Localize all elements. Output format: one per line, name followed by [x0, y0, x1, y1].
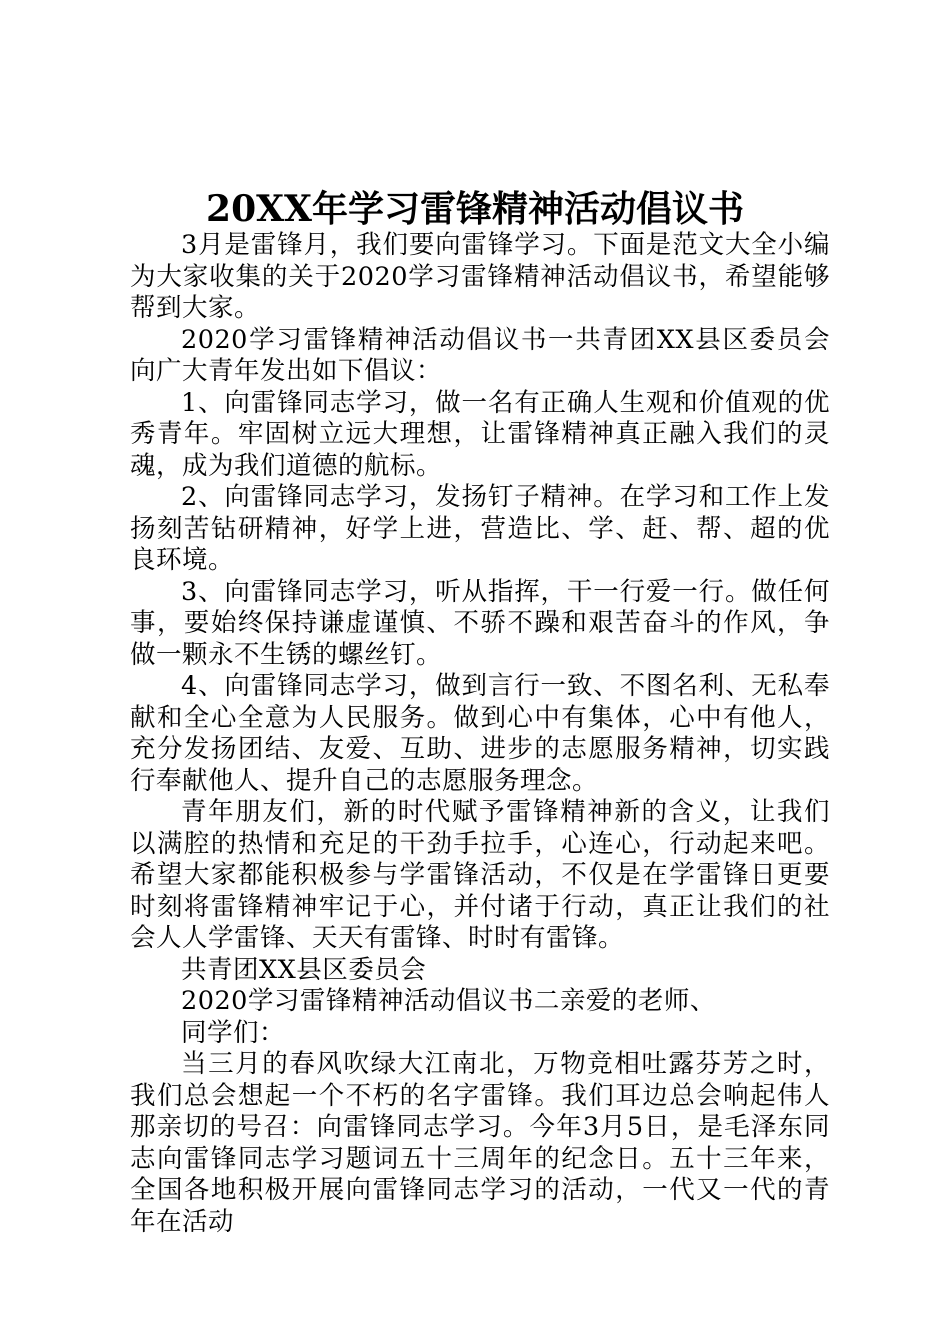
paragraph-proposal-two-body: 当三月的春风吹绿大江南北，万物竞相吐露芬芳之时，我们总会想起一个不朽的名字雷锋。我们耳边总会响起伟人那亲切的号召：向雷锋同志学习。今年3月5日，是毛泽东同志向雷锋同志学习题词五十三周年的纪念日。五十三年来，全国各地积极开展向雷锋同志学习的活动，一代又一代的青年在活动: [130, 1049, 830, 1237]
document-title: 20XX年学习雷锋精神活动倡议书: [206, 188, 744, 230]
paragraph-signature: 共青团XX县区委员会: [181, 954, 427, 985]
paragraph-item-4: 4、向雷锋同志学习，做到言行一致、不图名利、无私奉献和全心全意为人民服务。做到心中有集体，心中有他人，充分发扬团结、友爱、互助、进步的志愿服务精神，切实践行奉献他人、提升自己的志愿服务理念。: [130, 671, 830, 796]
document-body: [130, 230, 830, 1238]
paragraph-proposal-one-heading: 2020学习雷锋精神活动倡议书一共青团XX县区委员会向广大青年发出如下倡议：: [130, 324, 830, 386]
paragraph-item-2: 2、向雷锋同志学习，发扬钉子精神。在学习和工作上发扬刻苦钻研精神，好学上进，营造比、学、赶、帮、超的优良环境。: [130, 482, 830, 575]
paragraph-salutation: 同学们：: [181, 1017, 286, 1048]
paragraph-item-1: 1、向雷锋同志学习，做一名有正确人生观和价值观的优秀青年。牢固树立远大理想，让雷锋精神真正融入我们的灵魂，成为我们道德的航标。: [130, 387, 830, 481]
paragraph-closing: 青年朋友们，新的时代赋予雷锋精神新的含义，让我们以满腔的热情和充足的干劲手拉手，心连心，行动起来吧。希望大家都能积极参与学雷锋活动，不仅是在学雷锋日更要时刻将雷锋精神牢记于心，并付诸于行动，真正让我们的社会人人学雷锋、天天有雷锋、时时有雷锋。: [130, 797, 830, 953]
paragraph-proposal-two-heading: 2020学习雷锋精神活动倡议书二亲爱的老师、: [181, 986, 716, 1016]
paragraph-item-3: 3、向雷锋同志学习，听从指挥，干一行爱一行。做任何事，要始终保持谦虚谨慎、不骄不躁和艰苦奋斗的作风，争做一颗永不生锈的螺丝钉。: [130, 576, 830, 670]
paragraph-intro: 3月是雷锋月，我们要向雷锋学习。下面是范文大全小编为大家收集的关于2020学习雷锋精神活动倡议书，希望能够帮到大家。: [130, 230, 830, 323]
